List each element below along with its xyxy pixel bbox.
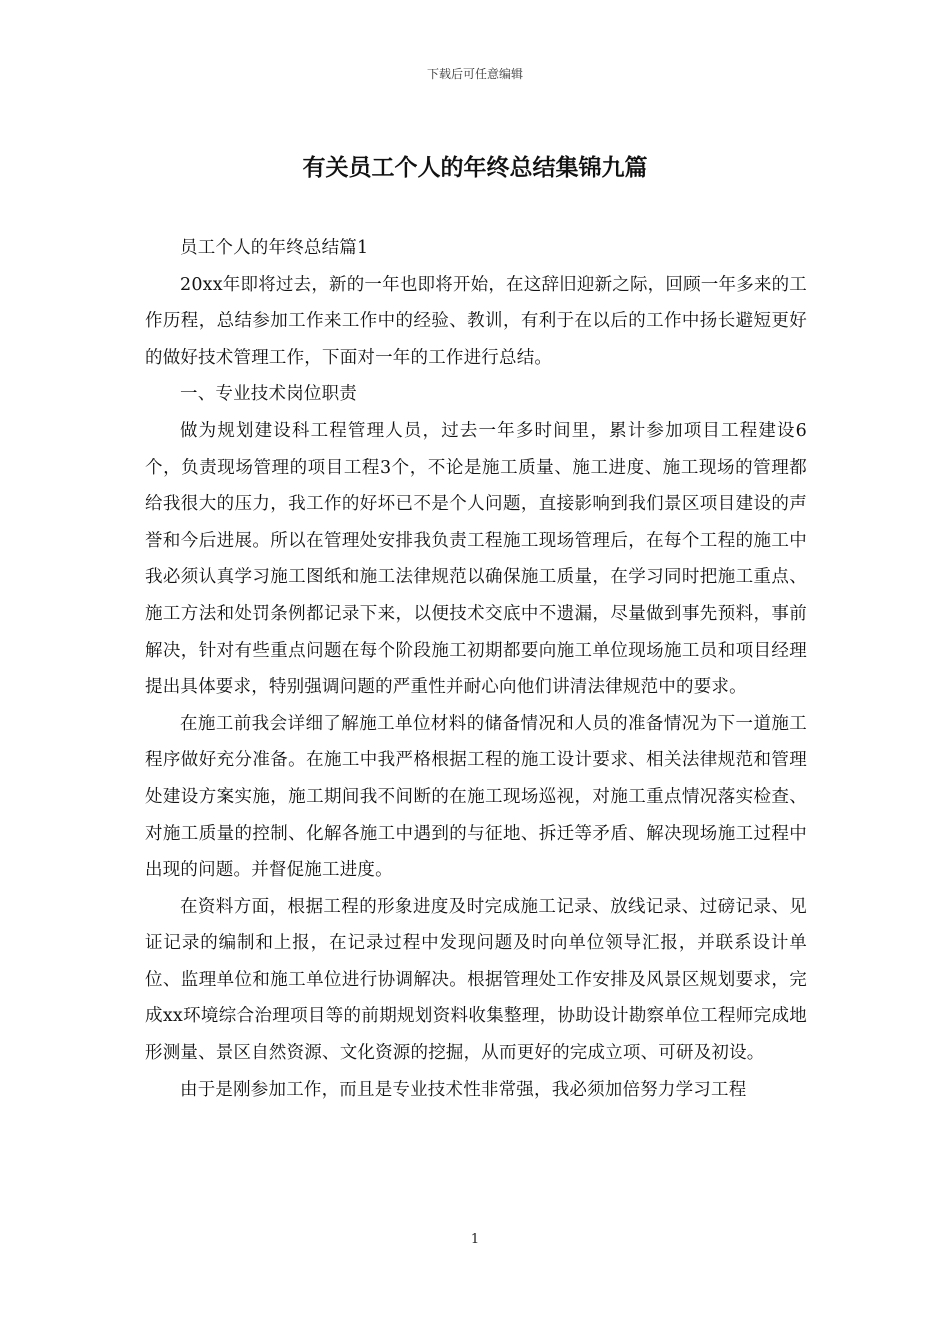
document-title: 有关员工个人的年终总结集锦九篇 xyxy=(302,155,648,181)
paragraph-documentation: 在资料方面，根据工程的形象进度及时完成施工记录、放线记录、过磅记录、见证记录的编制和上报，在记录过程中发现问题及时向单位领导汇报，并联系设计单位、监理单位和施工单位进行协调解决。根据管理处工作安排及风景区规划要求，完成xx环境综合治理项目等的前期规划资料收集整理，协助设计勘察单位工程师完成地形测量、景区自然资源、文化资源的挖掘，从而更好的完成立项、可研及初设。 xyxy=(145,896,807,1064)
subsection-heading-duties: 一、专业技术岗位职责 xyxy=(180,384,357,405)
paragraph-learning: 由于是刚参加工作，而且是专业技术性非常强，我必须加倍努力学习工程 xyxy=(180,1079,747,1100)
paragraph-construction-prep: 在施工前我会详细了解施工单位材料的储备情况和人员的准备情况为下一道施工程序做好充分准备。在施工中我严格根据工程的施工设计要求、相关法律规范和管理处建设方案实施，施工期间我不间断的在施工现场巡视，对施工重点情况落实检查、对施工质量的控制、化解各施工中遇到的与征地、拆迁等矛盾、解决现场施工过程中出现的问题。并督促施工进度。 xyxy=(145,713,807,881)
paragraph-intro: 20xx年即将过去，新的一年也即将开始，在这辞旧迎新之际，回顾一年多来的工作历程，总结参加工作来工作中的经验、教训，有利于在以后的工作中扬长避短更好的做好技术管理工作，下面对一年的工作进行总结。 xyxy=(145,274,807,368)
page-header-note: 下载后可任意编辑 xyxy=(426,67,523,81)
section-heading-1: 员工个人的年终总结篇1 xyxy=(180,238,369,258)
page-number: 1 xyxy=(470,1232,480,1247)
document-body xyxy=(145,230,807,1108)
paragraph-project-management: 做为规划建设科工程管理人员，过去一年多时间里，累计参加项目工程建设6个，负责现场管理的项目工程3个，不论是施工质量、施工进度、施工现场的管理都给我很大的压力，我工作的好坏已不是个人问题，直接影响到我们景区项目建设的声誉和今后进展。所以在管理处安排我负责工程施工现场管理后，在每个工程的施工中我必须认真学习施工图纸和施工法律规范以确保施工质量，在学习同时把施工重点、施工方法和处罚条例都记录下来，以便技术交底中不遗漏，尽量做到事先预料，事前解决，针对有些重点问题在每个阶段施工初期都要向施工单位现场施工员和项目经理提出具体要求，特别强调问题的严重性并耐心向他们讲清法律规范中的要求。 xyxy=(145,420,807,698)
